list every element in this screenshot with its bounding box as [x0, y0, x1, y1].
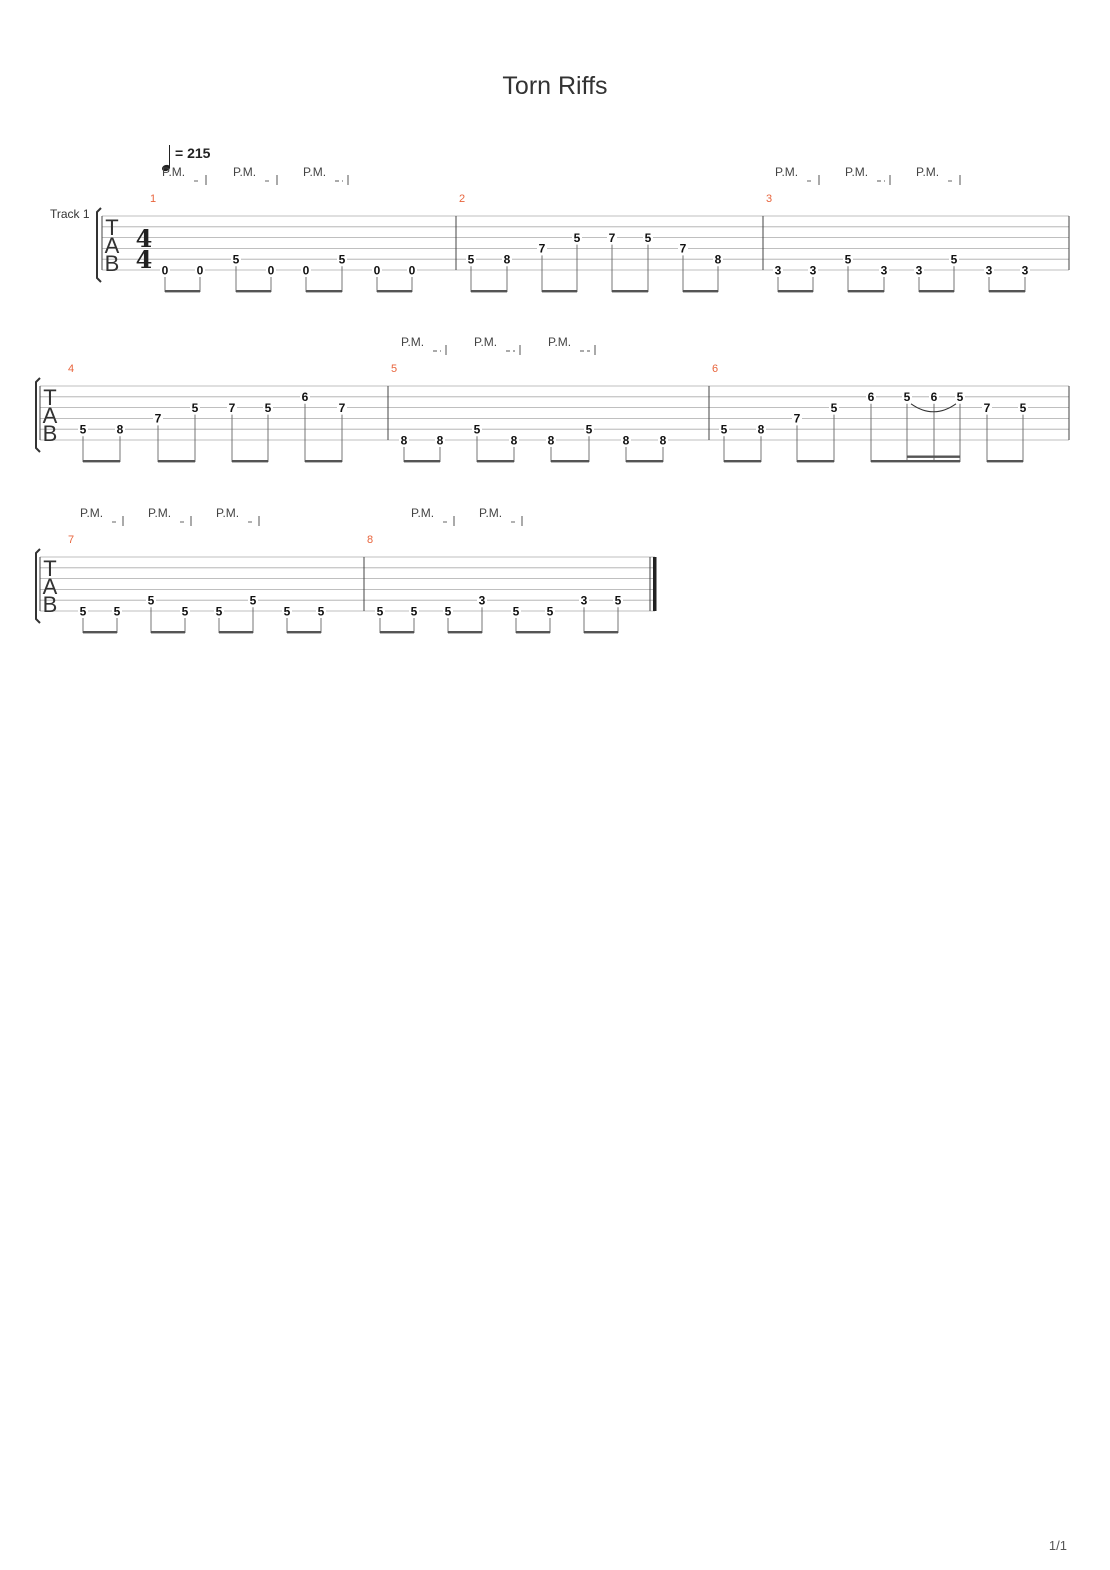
tab-clef-letter: A — [104, 233, 120, 258]
note-beam — [626, 460, 663, 462]
fret-number: 8 — [116, 422, 124, 437]
page-number: 1/1 — [1048, 1538, 1067, 1553]
note-beam — [848, 290, 884, 292]
tab-clef-letter: T — [43, 556, 57, 581]
staff-brace — [97, 208, 101, 282]
fret-number: 5 — [903, 390, 911, 405]
fret-number: 5 — [215, 604, 223, 619]
note-beam — [584, 631, 618, 633]
note-beam — [612, 290, 648, 292]
fret-number: 5 — [181, 604, 189, 619]
note-beam — [778, 290, 813, 292]
palm-mute-label: P.M. — [401, 335, 425, 349]
fret-number: 7 — [154, 411, 162, 426]
fret-number: 8 — [503, 252, 511, 267]
measure-number: 4 — [68, 363, 75, 375]
note-beam — [377, 290, 412, 292]
time-signature-denominator: 4 — [135, 245, 153, 274]
note-beam — [551, 460, 589, 462]
fret-number: 8 — [659, 433, 667, 448]
palm-mute-label: P.M. — [80, 506, 104, 520]
track-label: Track 1 — [50, 207, 90, 221]
palm-mute-label: P.M. — [479, 506, 503, 520]
fret-number: 5 — [147, 593, 155, 608]
fret-number: 5 — [614, 593, 622, 608]
tab-clef-letter: B — [42, 421, 58, 446]
fret-number: 3 — [1021, 263, 1029, 278]
note-beam — [477, 460, 514, 462]
note-beam — [471, 290, 507, 292]
fret-number: 3 — [915, 263, 923, 278]
fret-number: 5 — [950, 252, 958, 267]
fret-number: 5 — [546, 604, 554, 619]
note-beam — [83, 460, 120, 462]
measure-number: 1 — [150, 193, 157, 205]
note-beam — [871, 460, 960, 462]
fret-number: 8 — [547, 433, 555, 448]
note-beam — [219, 631, 253, 633]
fret-number: 5 — [191, 400, 199, 415]
fret-number: 5 — [376, 604, 384, 619]
fret-number: 5 — [1019, 400, 1027, 415]
note-beam — [232, 460, 268, 462]
note-beam — [305, 460, 342, 462]
measure-number: 3 — [766, 193, 773, 205]
fret-number: 7 — [983, 400, 991, 415]
tab-clef-letter: B — [104, 251, 120, 276]
note-beam — [158, 460, 195, 462]
fret-number: 5 — [283, 604, 291, 619]
note-beam — [306, 290, 342, 292]
fret-number: 0 — [267, 263, 275, 278]
note-beam — [797, 460, 834, 462]
tab-clef-letter: A — [42, 403, 58, 428]
staff-brace — [36, 549, 40, 623]
fret-number: 6 — [930, 390, 938, 405]
fret-number: 3 — [580, 593, 588, 608]
fret-number: 5 — [410, 604, 418, 619]
fret-number: 5 — [444, 604, 452, 619]
palm-mute-label: P.M. — [233, 165, 257, 179]
palm-mute-label: P.M. — [548, 335, 572, 349]
palm-mute-label: P.M. — [216, 506, 240, 520]
fret-number: 5 — [249, 593, 257, 608]
note-beam — [151, 631, 185, 633]
palm-mute-label: P.M. — [162, 165, 186, 179]
fret-number: 6 — [867, 390, 875, 405]
fret-number: 0 — [161, 263, 169, 278]
fret-number: 0 — [302, 263, 310, 278]
fret-number: 3 — [985, 263, 993, 278]
note-beam — [380, 631, 414, 633]
note-beam — [542, 290, 577, 292]
fret-number: 8 — [622, 433, 630, 448]
note-beam — [683, 290, 718, 292]
palm-mute-label: P.M. — [303, 165, 327, 179]
measure-number: 8 — [367, 534, 374, 546]
fret-number: 7 — [538, 241, 546, 256]
fret-number: 8 — [400, 433, 408, 448]
palm-mute-label: P.M. — [775, 165, 799, 179]
fret-number: 7 — [793, 411, 801, 426]
final-barline-thick — [653, 557, 657, 611]
fret-number: 5 — [585, 422, 593, 437]
fret-number: 5 — [720, 422, 728, 437]
note-beam — [516, 631, 550, 633]
fret-number: 5 — [844, 252, 852, 267]
song-title: Torn Riffs — [502, 72, 608, 100]
note-beam — [724, 460, 761, 462]
fret-number: 8 — [714, 252, 722, 267]
fret-number: 5 — [79, 604, 87, 619]
fret-number: 6 — [301, 390, 309, 405]
palm-mute-label: P.M. — [411, 506, 435, 520]
fret-number: 7 — [608, 230, 616, 245]
fret-number: 5 — [467, 252, 475, 267]
note-beam — [404, 460, 440, 462]
fret-number: 5 — [473, 422, 481, 437]
fret-number: 7 — [679, 241, 687, 256]
note-beam — [83, 631, 117, 633]
palm-mute-label: P.M. — [916, 165, 940, 179]
note-beam — [236, 290, 271, 292]
fret-number: 5 — [113, 604, 121, 619]
fret-number: 5 — [512, 604, 520, 619]
tab-clef-letter: A — [42, 574, 58, 599]
note-beam — [989, 290, 1025, 292]
time-signature-numerator: 4 — [135, 224, 153, 253]
tempo-marking: = 215 — [175, 145, 211, 161]
fret-number: 0 — [373, 263, 381, 278]
measure-number: 2 — [459, 193, 466, 205]
fret-number: 0 — [408, 263, 416, 278]
fret-number: 5 — [317, 604, 325, 619]
fret-number: 5 — [79, 422, 87, 437]
measure-number: 7 — [68, 534, 75, 546]
fret-number: 5 — [232, 252, 240, 267]
note-beam — [287, 631, 321, 633]
fret-number: 3 — [809, 263, 817, 278]
fret-number: 5 — [338, 252, 346, 267]
fret-number: 5 — [573, 230, 581, 245]
note-beam — [165, 290, 200, 292]
fret-number: 5 — [956, 390, 964, 405]
fret-number: 7 — [338, 400, 346, 415]
fret-number: 0 — [196, 263, 204, 278]
fret-number: 8 — [436, 433, 444, 448]
fret-number: 5 — [264, 400, 272, 415]
note-beam — [919, 290, 954, 292]
tab-clef-letter: B — [42, 592, 58, 617]
measure-number: 6 — [712, 363, 719, 375]
measure-number: 5 — [391, 363, 398, 375]
fret-number: 8 — [510, 433, 518, 448]
fret-number: 3 — [880, 263, 888, 278]
fret-number: 5 — [830, 400, 838, 415]
staff-brace — [36, 378, 40, 452]
fret-number: 8 — [757, 422, 765, 437]
palm-mute-label: P.M. — [148, 506, 172, 520]
fret-number: 5 — [644, 230, 652, 245]
note-beam — [448, 631, 482, 633]
fret-number: 7 — [228, 400, 236, 415]
tab-clef-letter: T — [105, 215, 119, 240]
tab-clef-letter: T — [43, 385, 57, 410]
note-beam-secondary — [907, 456, 960, 458]
palm-mute-label: P.M. — [474, 335, 498, 349]
palm-mute-label: P.M. — [845, 165, 869, 179]
fret-number: 3 — [478, 593, 486, 608]
note-beam — [987, 460, 1023, 462]
fret-number: 3 — [774, 263, 782, 278]
